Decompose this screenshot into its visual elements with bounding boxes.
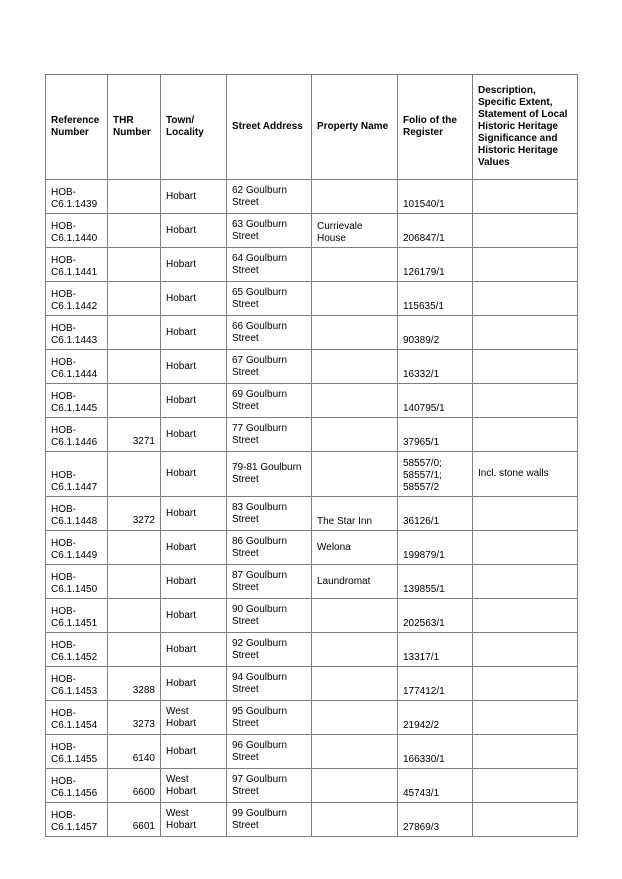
cell-thr-number [108, 214, 161, 248]
cell-street-address: 67 Goulburn Street [227, 350, 312, 384]
cell-town-locality: Hobart [161, 248, 227, 282]
cell-folio: 199879/1 [398, 531, 473, 565]
cell-town-locality: Hobart [161, 418, 227, 452]
cell-description [473, 418, 578, 452]
cell-street-address: 87 Goulburn Street [227, 565, 312, 599]
header-row [46, 75, 578, 180]
cell-thr-number [108, 384, 161, 418]
cell-property-name [312, 350, 398, 384]
table-row [46, 701, 578, 735]
cell-property-name [312, 769, 398, 803]
header-town-locality: Town/ Locality [161, 75, 227, 180]
cell-reference-number: HOB-C6.1.1439 [46, 180, 108, 214]
cell-thr-number [108, 316, 161, 350]
cell-folio: 16332/1 [398, 350, 473, 384]
cell-thr-number: 6140 [108, 735, 161, 769]
cell-reference-number: HOB-C6.1.1440 [46, 214, 108, 248]
cell-property-name [312, 384, 398, 418]
cell-thr-number [108, 599, 161, 633]
cell-reference-number: HOB-C6.1.1455 [46, 735, 108, 769]
cell-street-address: 94 Goulburn Street [227, 667, 312, 701]
cell-street-address: 92 Goulburn Street [227, 633, 312, 667]
cell-description [473, 769, 578, 803]
cell-street-address: 97 Goulburn Street [227, 769, 312, 803]
cell-folio: 36126/1 [398, 497, 473, 531]
cell-street-address: 64 Goulburn Street [227, 248, 312, 282]
cell-property-name [312, 180, 398, 214]
cell-street-address: 65 Goulburn Street [227, 282, 312, 316]
cell-town-locality: Hobart [161, 214, 227, 248]
cell-reference-number: HOB-C6.1.1452 [46, 633, 108, 667]
cell-folio: 206847/1 [398, 214, 473, 248]
table-row [46, 769, 578, 803]
cell-thr-number [108, 531, 161, 565]
cell-folio: 13317/1 [398, 633, 473, 667]
cell-town-locality: Hobart [161, 633, 227, 667]
cell-reference-number: HOB-C6.1.1447 [46, 452, 108, 497]
cell-description [473, 214, 578, 248]
cell-property-name [312, 633, 398, 667]
cell-reference-number: HOB-C6.1.1457 [46, 803, 108, 837]
cell-description: Incl. stone walls [473, 452, 578, 497]
table-row [46, 214, 578, 248]
cell-folio: 45743/1 [398, 769, 473, 803]
cell-thr-number [108, 248, 161, 282]
cell-reference-number: HOB-C6.1.1450 [46, 565, 108, 599]
cell-thr-number [108, 633, 161, 667]
cell-description [473, 384, 578, 418]
cell-property-name [312, 803, 398, 837]
cell-town-locality: Hobart [161, 599, 227, 633]
cell-folio: 90389/2 [398, 316, 473, 350]
cell-folio: 166330/1 [398, 735, 473, 769]
cell-street-address: 95 Goulburn Street [227, 701, 312, 735]
cell-description [473, 180, 578, 214]
cell-town-locality: Hobart [161, 350, 227, 384]
cell-thr-number: 3272 [108, 497, 161, 531]
cell-description [473, 248, 578, 282]
cell-town-locality: Hobart [161, 497, 227, 531]
cell-folio: 101540/1 [398, 180, 473, 214]
cell-reference-number: HOB-C6.1.1449 [46, 531, 108, 565]
cell-property-name: Welona [312, 531, 398, 565]
cell-property-name [312, 452, 398, 497]
cell-property-name [312, 735, 398, 769]
cell-thr-number: 6600 [108, 769, 161, 803]
cell-description [473, 497, 578, 531]
table-row [46, 803, 578, 837]
cell-street-address: 62 Goulburn Street [227, 180, 312, 214]
cell-property-name: Laundromat [312, 565, 398, 599]
cell-town-locality: Hobart [161, 282, 227, 316]
cell-description [473, 633, 578, 667]
table-row [46, 316, 578, 350]
cell-town-locality: Hobart [161, 735, 227, 769]
header-reference-number: Reference Number [46, 75, 108, 180]
cell-description [473, 701, 578, 735]
cell-street-address: 63 Goulburn Street [227, 214, 312, 248]
header-property-name: Property Name [312, 75, 398, 180]
table-row [46, 248, 578, 282]
cell-reference-number: HOB-C6.1.1454 [46, 701, 108, 735]
cell-thr-number [108, 282, 161, 316]
cell-street-address: 66 Goulburn Street [227, 316, 312, 350]
table-row [46, 667, 578, 701]
cell-town-locality: Hobart [161, 667, 227, 701]
cell-street-address: 83 Goulburn Street [227, 497, 312, 531]
table-row [46, 735, 578, 769]
table-row [46, 350, 578, 384]
cell-reference-number: HOB-C6.1.1442 [46, 282, 108, 316]
table-row [46, 633, 578, 667]
cell-town-locality: West Hobart [161, 803, 227, 837]
cell-street-address: 99 Goulburn Street [227, 803, 312, 837]
cell-property-name [312, 282, 398, 316]
cell-folio: 177412/1 [398, 667, 473, 701]
cell-street-address: 79-81 Goulburn Street [227, 452, 312, 497]
header-street-address: Street Address [227, 75, 312, 180]
heritage-register-table [45, 74, 578, 837]
table-row [46, 282, 578, 316]
cell-reference-number: HOB-C6.1.1456 [46, 769, 108, 803]
cell-property-name [312, 418, 398, 452]
table-row [46, 565, 578, 599]
table-row [46, 384, 578, 418]
cell-town-locality: West Hobart [161, 701, 227, 735]
cell-reference-number: HOB-C6.1.1448 [46, 497, 108, 531]
header-folio: Folio of the Register [398, 75, 473, 180]
cell-town-locality: West Hobart [161, 769, 227, 803]
cell-property-name [312, 316, 398, 350]
cell-property-name [312, 701, 398, 735]
cell-reference-number: HOB-C6.1.1443 [46, 316, 108, 350]
cell-town-locality: Hobart [161, 316, 227, 350]
cell-folio: 115635/1 [398, 282, 473, 316]
cell-thr-number [108, 565, 161, 599]
cell-property-name [312, 248, 398, 282]
cell-street-address: 77 Goulburn Street [227, 418, 312, 452]
cell-description [473, 667, 578, 701]
cell-town-locality: Hobart [161, 384, 227, 418]
cell-description [473, 350, 578, 384]
cell-street-address: 86 Goulburn Street [227, 531, 312, 565]
cell-folio: 27869/3 [398, 803, 473, 837]
cell-reference-number: HOB-C6.1.1444 [46, 350, 108, 384]
cell-thr-number [108, 180, 161, 214]
cell-property-name: The Star Inn [312, 497, 398, 531]
cell-description [473, 735, 578, 769]
cell-street-address: 96 Goulburn Street [227, 735, 312, 769]
cell-property-name: Currievale House [312, 214, 398, 248]
cell-folio: 21942/2 [398, 701, 473, 735]
cell-property-name [312, 599, 398, 633]
cell-description [473, 599, 578, 633]
cell-description [473, 316, 578, 350]
table-row [46, 180, 578, 214]
cell-street-address: 69 Goulburn Street [227, 384, 312, 418]
cell-thr-number: 6601 [108, 803, 161, 837]
cell-folio: 58557/0; 58557/1; 58557/2 [398, 452, 473, 497]
cell-reference-number: HOB-C6.1.1451 [46, 599, 108, 633]
table-row [46, 599, 578, 633]
cell-folio: 202563/1 [398, 599, 473, 633]
cell-town-locality: Hobart [161, 180, 227, 214]
cell-folio: 140795/1 [398, 384, 473, 418]
cell-folio: 126179/1 [398, 248, 473, 282]
cell-thr-number: 3288 [108, 667, 161, 701]
header-thr-number: THR Number [108, 75, 161, 180]
cell-street-address: 90 Goulburn Street [227, 599, 312, 633]
table-row [46, 497, 578, 531]
cell-description [473, 531, 578, 565]
cell-town-locality: Hobart [161, 452, 227, 497]
cell-thr-number [108, 452, 161, 497]
cell-town-locality: Hobart [161, 531, 227, 565]
cell-reference-number: HOB-C6.1.1446 [46, 418, 108, 452]
cell-folio: 139855/1 [398, 565, 473, 599]
cell-reference-number: HOB-C6.1.1453 [46, 667, 108, 701]
cell-reference-number: HOB-C6.1.1441 [46, 248, 108, 282]
table-row [46, 418, 578, 452]
table-row [46, 452, 578, 497]
cell-folio: 37965/1 [398, 418, 473, 452]
cell-description [473, 282, 578, 316]
cell-town-locality: Hobart [161, 565, 227, 599]
table-row [46, 531, 578, 565]
cell-description [473, 803, 578, 837]
header-description: Description, Specific Extent, Statement of Local Historic Heritage Significance and Historic Heritage Values [473, 75, 578, 180]
cell-thr-number: 3271 [108, 418, 161, 452]
cell-reference-number: HOB-C6.1.1445 [46, 384, 108, 418]
cell-description [473, 565, 578, 599]
cell-property-name [312, 667, 398, 701]
cell-thr-number [108, 350, 161, 384]
cell-thr-number: 3273 [108, 701, 161, 735]
